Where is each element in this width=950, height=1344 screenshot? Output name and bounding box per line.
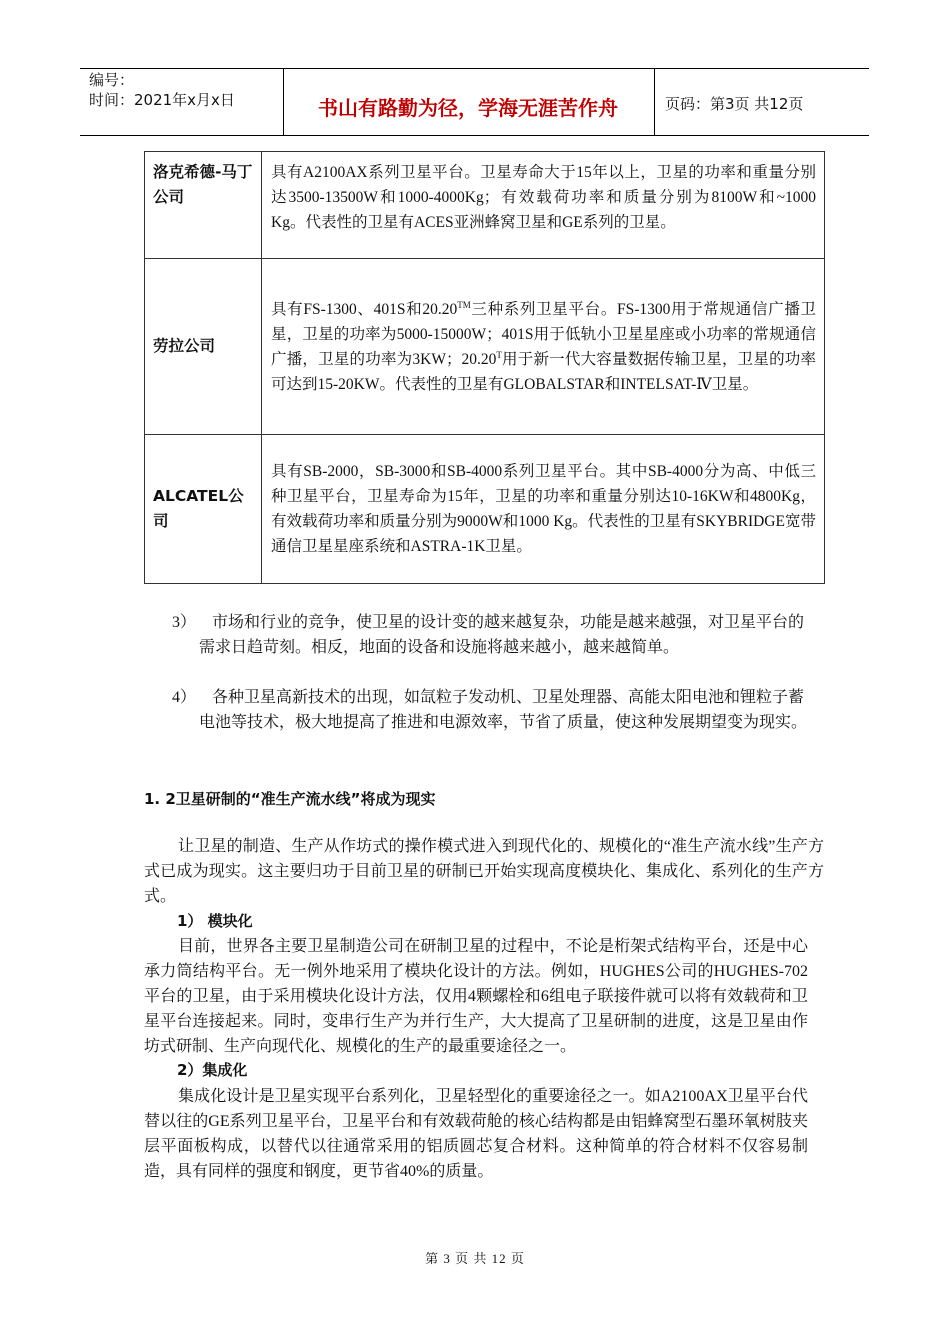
company-desc-cell: 具有A2100AX系列卫星平台。卫星寿命大于15年以上，卫星的功率和重量分别达3500-13500W和1000-4000Kg；有效载荷功率和质量分别为8100W和~1000 Kg。代表性的卫星有ACES亚洲蜂窝卫星和GE系列的卫星。 bbox=[262, 152, 825, 259]
company-desc-cell: 具有SB-2000，SB-3000和SB-4000系列卫星平台。其中SB-4000分为高、中低三种卫星平台，卫星寿命为15年，卫星的功率和重量分别达10-16KW和4800Kg，有效载荷功率和质量分别为9000W和1000 Kg。代表性的卫星有SKYBRIDGE宽带通信卫星星座系统和ASTRA-1K卫星。 bbox=[262, 435, 825, 584]
superscript-tm: TM bbox=[457, 299, 471, 310]
header-page-label: 页码：第3页 共12页 bbox=[665, 95, 804, 113]
list-item-text: 各种卫星高新技术的出现，如氙粒子发动机、卫星处理器、高能太阳电池和锂粒子蓄电池等技术，极大地提高了推进和电源效率，节省了质量，使这种发展期望变为现实。 bbox=[199, 689, 808, 731]
header-motto: 书山有路勤为径，学海无涯苦作舟 bbox=[318, 96, 618, 120]
company-name-cell: 洛克希德-马丁公司 bbox=[145, 152, 262, 259]
desc-text: 三种系列卫星平台。FS-1300用于常规通信广播卫星，卫星的功率为5000-15000W；401S用于低轨小卫星星座或小功率的常规通信广播，卫星的功率为3KW；20.20 bbox=[271, 300, 816, 368]
superscript-t: T bbox=[496, 349, 502, 360]
section-heading: 1. 2卫星研制的“准生产流水线”将成为现实 bbox=[144, 790, 436, 808]
list-item-text: 市场和行业的竞争，使卫星的设计变的越来越复杂，功能是越来越强，对卫星平台的需求日趋苛刻。相反，地面的设备和设施将越来越小，越来越简单。 bbox=[199, 614, 805, 656]
desc-text: 具有FS-1300、401S和20.20 bbox=[271, 300, 458, 318]
header-bottom-rule bbox=[80, 135, 869, 136]
header-top-rule bbox=[80, 68, 869, 69]
list-item bbox=[172, 685, 812, 731]
header-meta bbox=[89, 70, 235, 110]
modularization-paragraph: 目前，世界各主要卫星制造公司在研制卫星的过程中，不论是桁架式结构平台，还是中心承力筒结构平台。无一例外地采用了模块化设计的方法。例如，HUGHES公司的HUGHES-702平台的卫星，由于采用模块化设计方法，仅用4颗螺栓和6组电子联接件就可以将有效载荷和卫星平台连接起来。同时，变串行生产为并行生产，大大提高了卫星研制的进度，这是卫星由作坊式研制、生产向现代化、规模化的生产的最重要途径之一。 bbox=[144, 938, 808, 1055]
subheading-modularization: 1） 模块化 bbox=[177, 912, 253, 930]
header-divider-right bbox=[654, 69, 655, 135]
list-item-number: 3） bbox=[172, 614, 197, 631]
page-footer: 第 3 页 共 12 页 bbox=[425, 1251, 525, 1266]
header-date-label: 时间：2021年x月x日 bbox=[89, 91, 235, 109]
list-item bbox=[172, 610, 812, 656]
header-code-label: 编号： bbox=[89, 71, 135, 89]
integration-paragraph: 集成化设计是卫星实现平台系列化，卫星轻型化的重要途径之一。如A2100AX卫星平台代替以往的GE系列卫星平台，卫星平台和有效载荷舱的核心结构都是由铝蜂窝型石墨环氧树肢夹层平面板构成，以替代以往通常采用的铝质圆芯复合材料。这种简单的符合材料不仅容易制造，具有同样的强度和钢度，更节省40%的质量。 bbox=[144, 1088, 808, 1180]
desc-text: 用于新一代大容量数据传输卫星，卫星的功率可达到15-20KW。代表性的卫星有GLOBALSTAR和INTELSAT-Ⅳ卫星。 bbox=[271, 350, 816, 393]
section-intro-paragraph: 让卫星的制造、生产从作坊式的操作模式进入到现代化的、规模化的“准生产流水线”生产方式已成为现实。这主要归功于目前卫星的研制已开始实现高度模块化、集成化、系列化的生产方式。 bbox=[144, 838, 824, 905]
table-row bbox=[145, 259, 825, 435]
list-item-number: 4） bbox=[172, 689, 197, 706]
table-row bbox=[145, 435, 825, 584]
subheading-integration: 2）集成化 bbox=[177, 1061, 248, 1079]
table-row bbox=[145, 152, 825, 259]
company-name-cell: ALCATEL公司 bbox=[145, 435, 262, 584]
company-name-cell: 劳拉公司 bbox=[145, 259, 262, 435]
company-desc-cell bbox=[262, 259, 825, 435]
satellite-platform-table bbox=[144, 151, 825, 584]
